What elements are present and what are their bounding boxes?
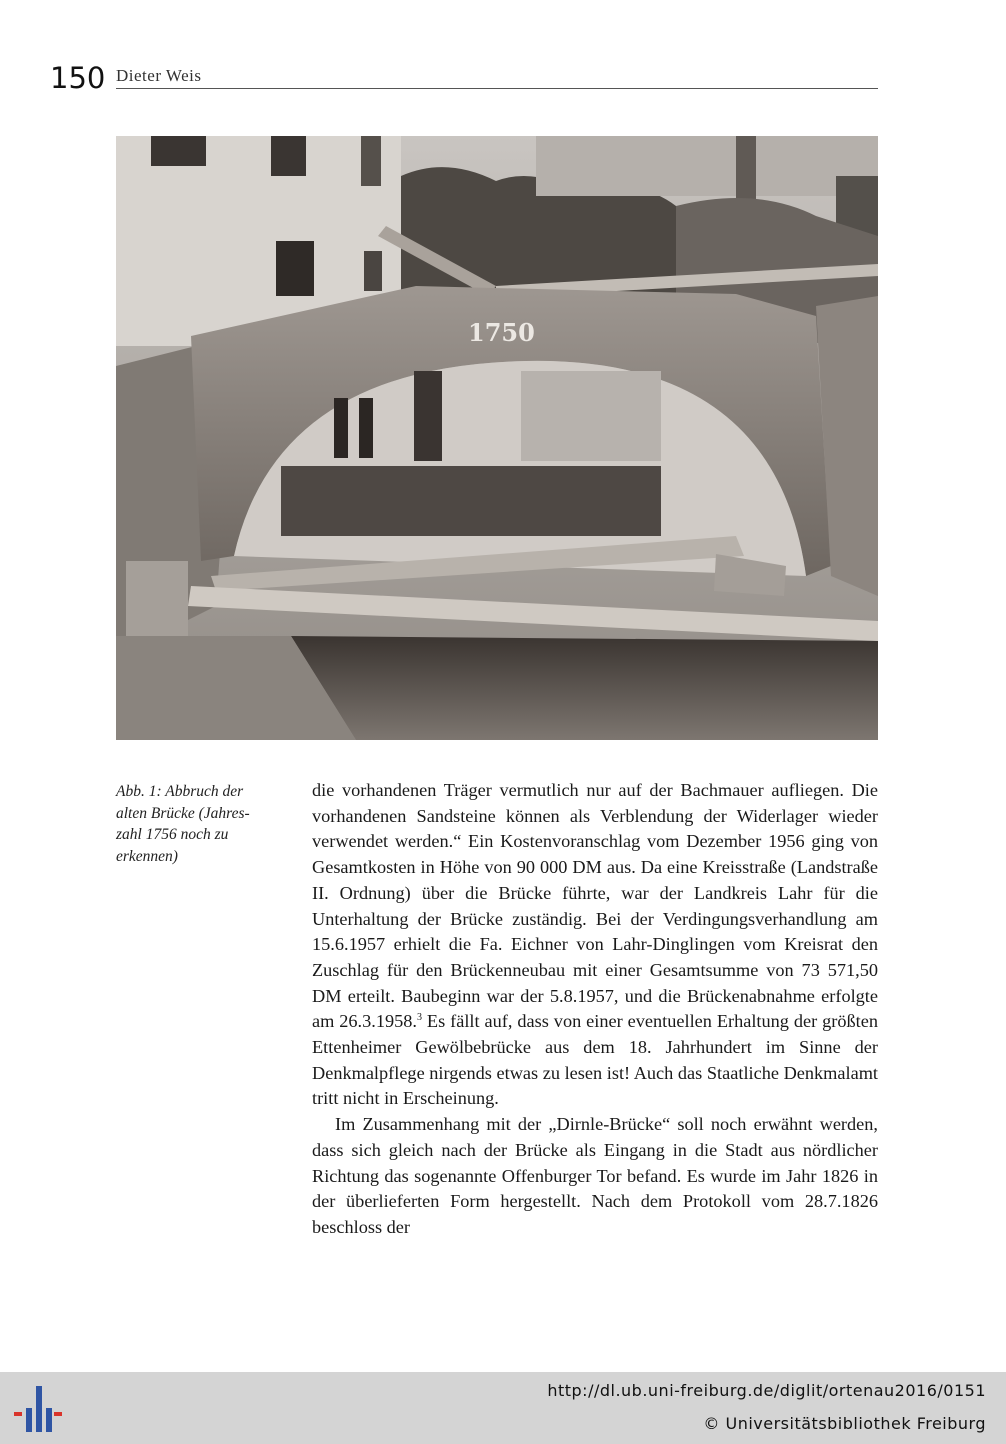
bridge-photo: [116, 136, 878, 740]
bridge-inscription: 1750: [468, 318, 535, 347]
header-rule: [116, 88, 878, 89]
body-text: [312, 778, 878, 1241]
person-leg: [414, 371, 428, 461]
stream-water: [291, 636, 878, 740]
person-leg: [359, 398, 373, 458]
page-number: 150: [50, 61, 106, 95]
timber-deck: [281, 466, 661, 536]
caption-line: alten Brücke (Jahres-: [116, 804, 250, 822]
house-window: [276, 241, 314, 296]
view-through-arch: [521, 371, 661, 461]
house-window: [364, 251, 382, 291]
paragraph: Im Zusammenhang mit der „Dirnle-Brücke“ soll noch erwähnt werden, dass sich gleich nach der Brücke als Eingang in die Stadt aus nördlicher Richtung das sogenannte Offenburger Tor befand. Es wurde im Jahr 1826 in der überlieferten Form hergestellt. Nach dem Protokoll vom 28.7.1826 beschloss der: [312, 1114, 878, 1237]
footnote-reference[interactable]: 3: [416, 1012, 422, 1024]
source-url-link[interactable]: http://dl.ub.uni-freiburg.de/diglit/ortenau2016/0151: [547, 1381, 986, 1400]
house-window: [361, 136, 381, 186]
ub-freiburg-logo-icon: [12, 1382, 64, 1434]
copyright-notice: © Universitätsbibliothek Freiburg: [703, 1414, 986, 1433]
figure-caption: [116, 781, 288, 867]
paragraph: [312, 778, 878, 1112]
person-leg: [334, 398, 348, 458]
caption-line: Abb. 1: Abbruch der: [116, 783, 244, 800]
bridge-photo-drawing: [116, 136, 878, 740]
running-head-author: Dieter Weis: [116, 66, 202, 85]
paragraph-text: Es fällt auf, dass von einer eventuellen Erhaltung der größten Ettenheimer Gewölbebrücke aus dem 18. Jahrhundert im Sinne der Denkmalpflege nirgends etwas zu lesen ist! Auch das Staatliche Denkmalamt tritt nicht in Erscheinung.: [312, 1011, 879, 1109]
paragraph-text: die vorhandenen Träger vermutlich nur auf der Bachmauer aufliegen. Die vorhandenen Sandsteine können als Verblendung der Widerlager wieder verwendet werden.“ Ein Kostenvoranschlag vom Dezember 1956 ging von Gesamtkosten in Höhe von 90 000 DM aus. Da eine Kreisstraße (Landstraße II. Ordnung) über die Brücke führte, war der Landkreis Lahr für die Unterhaltung der Brücke zuständig. Bei der Verdingungsverhandlung am 15.6.1957 erhielt die Fa. Eichner von Lahr-Dinglingen vom Kreisrat den Zuschlag für den Brückenneubau mit einer Gesamtsumme von 73 571,50 DM erteilt. Baubeginn war der 5.8.1957, und die Brückenabnahme erfolgte am 26.3.1958.: [312, 780, 878, 1032]
distant-building: [536, 136, 878, 196]
caption-line: zahl 1756 noch zu: [116, 826, 229, 843]
caption-line: erkennen): [116, 847, 178, 865]
house-window: [151, 136, 206, 166]
house-window: [271, 136, 306, 176]
footer-bar: [0, 1372, 1006, 1444]
person-leg: [428, 371, 442, 461]
